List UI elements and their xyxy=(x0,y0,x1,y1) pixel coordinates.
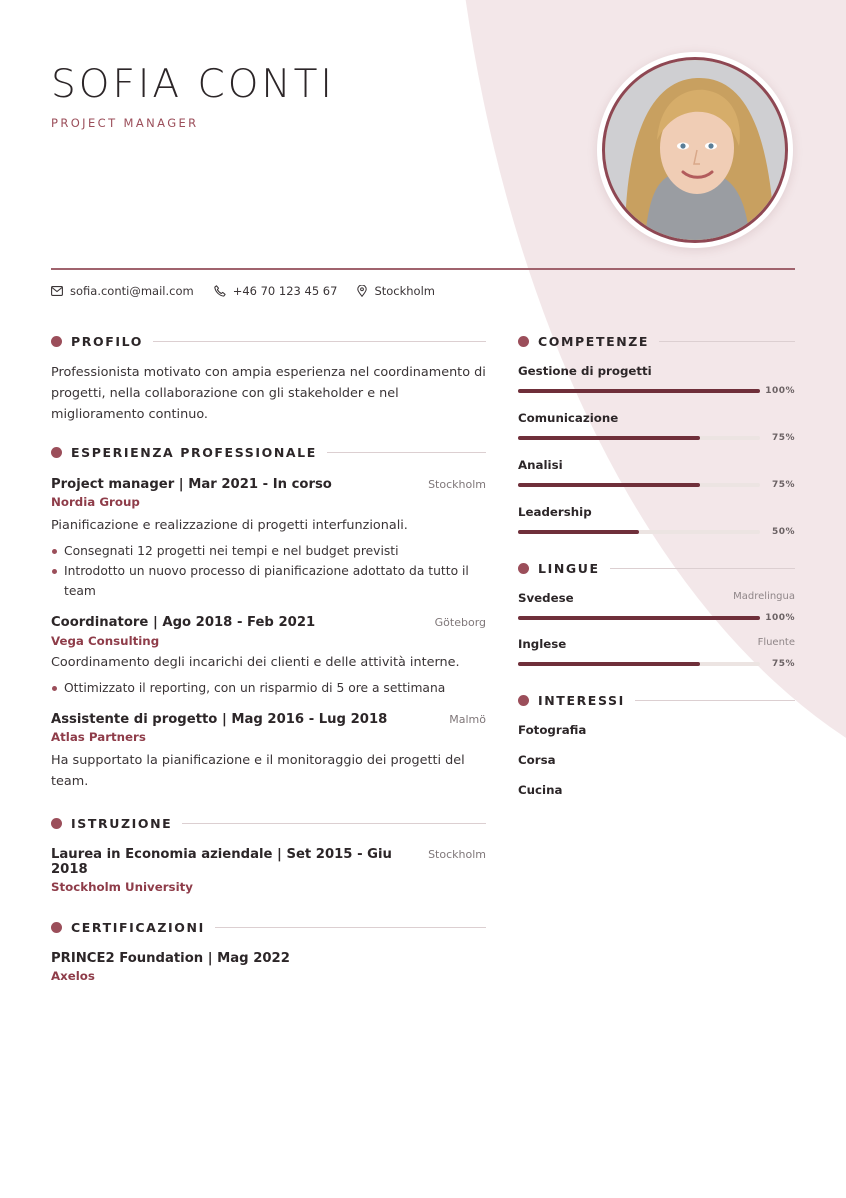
skill-bar-fill xyxy=(518,436,700,440)
job-achievements xyxy=(51,541,486,601)
skill-name: Analisi xyxy=(518,458,563,472)
job-summary: Pianificazione e realizzazione di progetti interfunzionali. xyxy=(51,518,408,533)
skill-name: Gestione di progetti xyxy=(518,364,652,378)
job-location: Göteborg xyxy=(434,616,486,629)
list-item: Consegnati 12 progetti nei tempi e nel budget previsti xyxy=(51,541,486,561)
contact-bar xyxy=(51,284,455,298)
section-bullet xyxy=(51,336,62,347)
skill-item xyxy=(518,364,795,396)
section-title: CERTIFICAZIONI xyxy=(71,919,205,935)
avatar xyxy=(597,52,793,248)
section-divider xyxy=(182,823,486,824)
certification-title: PRINCE2 Foundation | Mag 2022 xyxy=(51,951,290,966)
interest-item: Corsa xyxy=(518,753,556,767)
skill-bar xyxy=(518,389,760,393)
education-location: Stockholm xyxy=(428,848,486,861)
section-interests-header xyxy=(518,691,795,709)
skill-bar-fill xyxy=(518,389,760,393)
section-divider xyxy=(610,568,795,569)
language-percent: 100% xyxy=(765,613,795,623)
degree-title: Laurea in Economia aziendale | Set 2015 - Giu 2018 xyxy=(51,847,392,877)
interest-item: Fotografia xyxy=(518,723,587,737)
certification-issuer: Axelos xyxy=(51,969,95,983)
language-name: Svedese xyxy=(518,591,574,605)
phone-icon xyxy=(214,285,226,297)
job-entry xyxy=(51,615,486,698)
section-divider xyxy=(659,341,795,342)
main-column xyxy=(51,332,486,983)
certification-entry xyxy=(51,951,486,983)
interest-item: Cucina xyxy=(518,783,563,797)
skill-percent: 100% xyxy=(765,386,795,396)
language-bar-fill xyxy=(518,616,760,620)
job-title: Assistente di progetto | Mag 2016 - Lug 2018 xyxy=(51,712,388,727)
header-divider xyxy=(51,268,795,270)
section-experience-header xyxy=(51,443,486,461)
job-summary: Ha supportato la pianificazione e il monitoraggio dei progetti del team. xyxy=(51,753,465,789)
job-organization: Vega Consulting xyxy=(51,634,160,648)
side-column xyxy=(518,332,795,797)
section-divider xyxy=(635,700,795,701)
profile-summary: Professionista motivato con ampia esperienza nel coordinamento di progetti, nella collaborazione con gli stakeholder e nel miglioramento continuo. xyxy=(51,365,486,422)
candidate-name: SOFIA CONTI xyxy=(51,62,335,107)
location-pin-icon xyxy=(357,285,367,297)
education-entry xyxy=(51,847,486,894)
skill-item xyxy=(518,458,795,490)
language-bar xyxy=(518,616,760,620)
mail-icon xyxy=(51,286,63,296)
section-title: INTERESSI xyxy=(538,692,625,708)
list-item: Ottimizzato il reporting, con un risparmio di 5 ore a settimana xyxy=(51,678,486,698)
education-institution: Stockholm University xyxy=(51,880,193,894)
section-bullet xyxy=(51,818,62,829)
language-percent: 75% xyxy=(771,659,795,669)
skill-bar xyxy=(518,530,760,534)
section-skills-header xyxy=(518,332,795,350)
contact-location-text: Stockholm xyxy=(374,284,435,298)
skill-percent: 50% xyxy=(771,527,795,537)
section-certifications-header xyxy=(51,918,486,936)
section-profile-header xyxy=(51,332,486,350)
language-item xyxy=(518,637,795,669)
section-education-header xyxy=(51,814,486,832)
job-title: Coordinatore | Ago 2018 - Feb 2021 xyxy=(51,615,316,630)
section-title: LINGUE xyxy=(538,560,600,576)
section-title: PROFILO xyxy=(71,333,143,349)
section-bullet xyxy=(518,695,529,706)
candidate-role: PROJECT MANAGER xyxy=(51,116,199,130)
job-organization: Atlas Partners xyxy=(51,730,146,744)
job-organization: Nordia Group xyxy=(51,495,140,509)
skill-bar xyxy=(518,483,760,487)
section-divider xyxy=(327,452,486,453)
section-title: COMPETENZE xyxy=(538,333,650,349)
contact-email-text[interactable]: sofia.conti@mail.com xyxy=(70,284,194,298)
section-bullet xyxy=(51,447,62,458)
skill-name: Comunicazione xyxy=(518,411,619,425)
language-bar xyxy=(518,662,760,666)
job-achievements xyxy=(51,678,486,698)
skill-percent: 75% xyxy=(771,480,795,490)
job-summary: Coordinamento degli incarichi dei clienti e delle attività interne. xyxy=(51,655,460,670)
contact-email xyxy=(51,284,194,298)
job-location: Malmö xyxy=(449,713,486,726)
contact-phone-text[interactable]: +46 70 123 45 67 xyxy=(232,284,338,298)
language-level: Madrelingua xyxy=(733,591,795,602)
section-bullet xyxy=(518,336,529,347)
contact-location xyxy=(357,284,435,298)
job-entry xyxy=(51,712,486,792)
language-level: Fluente xyxy=(757,637,795,648)
section-languages-header xyxy=(518,559,795,577)
language-name: Inglese xyxy=(518,637,567,651)
list-item: Introdotto un nuovo processo di pianificazione adottato da tutto il team xyxy=(51,561,486,601)
language-bar-fill xyxy=(518,662,700,666)
skill-name: Leadership xyxy=(518,505,592,519)
section-divider xyxy=(153,341,486,342)
skill-bar xyxy=(518,436,760,440)
skill-bar-fill xyxy=(518,530,639,534)
section-title: ISTRUZIONE xyxy=(71,815,173,831)
section-divider xyxy=(215,927,486,928)
profile-photo xyxy=(602,57,788,243)
skill-item xyxy=(518,505,795,537)
skill-percent: 75% xyxy=(771,433,795,443)
skill-item xyxy=(518,411,795,443)
skill-bar-fill xyxy=(518,483,700,487)
job-title: Project manager | Mar 2021 - In corso xyxy=(51,477,332,492)
contact-phone xyxy=(214,284,338,298)
job-entry xyxy=(51,477,486,601)
section-bullet xyxy=(51,922,62,933)
language-item xyxy=(518,591,795,623)
job-location: Stockholm xyxy=(428,478,486,491)
section-title: ESPERIENZA PROFESSIONALE xyxy=(71,444,317,460)
section-bullet xyxy=(518,563,529,574)
